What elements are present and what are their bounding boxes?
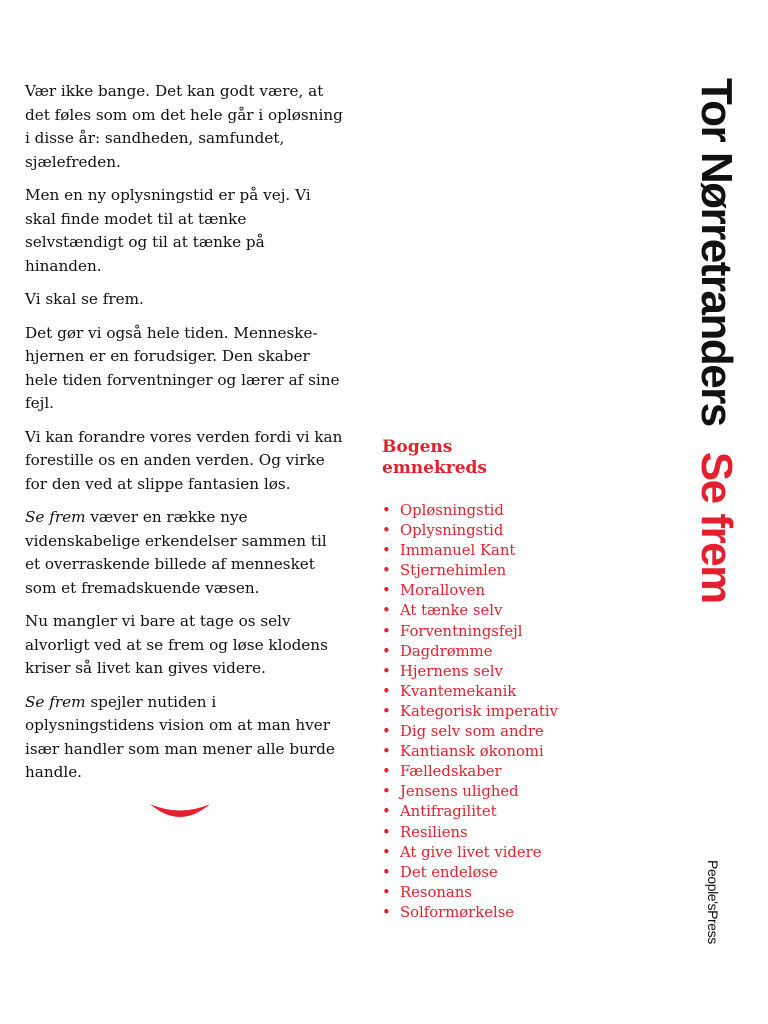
topics-section xyxy=(382,437,592,923)
topic-list-item xyxy=(382,762,592,782)
topic-label: Hjernens selv xyxy=(400,662,503,680)
topics-heading-line-2: emnekreds xyxy=(382,458,487,478)
topic-list-item xyxy=(382,823,592,843)
book-title: Se frem xyxy=(692,451,741,603)
bullet-icon: • xyxy=(382,582,391,600)
bullet-icon: • xyxy=(382,642,391,660)
topic-list-item xyxy=(382,521,592,541)
bullet-icon: • xyxy=(382,883,391,901)
blurb-paragraph-2: Men en ny oplysningstid er på vej. Vi skal finde modet til at tænke selvstændigt og til at tænke på hinanden. xyxy=(25,186,311,275)
bullet-icon: • xyxy=(382,682,391,700)
blurb-paragraph-3: Vi skal se frem. xyxy=(25,290,144,308)
bullet-icon: • xyxy=(382,843,391,861)
topic-label: Kvantemekanik xyxy=(400,682,517,700)
bullet-icon: • xyxy=(382,823,391,841)
topic-list-item xyxy=(382,541,592,561)
bullet-icon: • xyxy=(382,602,391,620)
topic-list-item xyxy=(382,561,592,581)
back-cover-blurb xyxy=(25,80,345,795)
topics-heading xyxy=(382,437,592,479)
bullet-icon: • xyxy=(382,562,391,580)
topic-label: Resiliens xyxy=(400,823,468,841)
topic-label: Immanuel Kant xyxy=(400,542,516,560)
topic-label: Stjernehimlen xyxy=(400,562,507,580)
bullet-icon: • xyxy=(382,662,391,680)
topic-label: Det endeløse xyxy=(400,863,498,881)
topics-heading-line-1: Bogens xyxy=(382,437,453,457)
topic-list-item xyxy=(382,782,592,802)
blurb-paragraph-8 xyxy=(25,691,345,785)
bullet-icon: • xyxy=(382,502,391,519)
topic-list-item xyxy=(382,682,592,702)
topic-label: Moralloven xyxy=(400,582,485,600)
topic-list-item xyxy=(382,622,592,642)
topic-label: Dagdrømme xyxy=(400,642,493,660)
publisher-logo: People'sPress xyxy=(705,860,721,944)
blurb-paragraph-1: Vær ikke bange. Det kan godt være, at det føles som om det hele går i opløsning i disse år: sandheden, samfundet, sjælefreden. xyxy=(25,82,343,171)
topic-list-item xyxy=(382,863,592,883)
topic-list-item xyxy=(382,903,592,923)
topic-list-item xyxy=(382,742,592,762)
topic-label: At tænke selv xyxy=(400,602,503,620)
bullet-icon: • xyxy=(382,542,391,560)
topics-list xyxy=(382,501,592,923)
bullet-icon: • xyxy=(382,863,391,881)
bullet-icon: • xyxy=(382,522,391,540)
topic-label: At give livet videre xyxy=(400,843,542,861)
topic-label: Oplysningstid xyxy=(400,522,504,540)
blurb-paragraph-8-text: spejler nutiden i oplysningstidens vision om at man hver især handler som man mener alle burde handle. xyxy=(25,692,335,781)
topic-label: Opløsningstid xyxy=(400,502,504,519)
topic-label: Resonans xyxy=(400,883,472,901)
topic-list-item xyxy=(382,702,592,722)
bullet-icon: • xyxy=(382,622,391,640)
smile-logo-icon xyxy=(148,800,212,826)
bullet-icon: • xyxy=(382,763,391,781)
topic-list-item xyxy=(382,642,592,662)
topic-list-item xyxy=(382,501,592,521)
blurb-paragraph-5: Vi kan forandre vores verden fordi vi kan forestille os en anden verden. Og virke for den ved at slippe fantasien løs. xyxy=(25,427,343,493)
topic-label: Forventningsfejl xyxy=(400,622,523,640)
topic-list-item xyxy=(382,581,592,601)
topic-label: Solformørkelse xyxy=(400,903,515,921)
book-title-italic: Se frem xyxy=(25,508,86,526)
topic-label: Kantiansk økonomi xyxy=(400,743,544,761)
blurb-paragraph-4: Det gør vi også hele tiden. Menneske-hjernen er en forudsiger. Den skaber hele tiden forventninger og lærer af sine fejl. xyxy=(25,323,340,412)
book-title-italic: Se frem xyxy=(25,692,86,711)
topic-label: Dig selv som andre xyxy=(400,723,544,741)
bullet-icon: • xyxy=(382,743,391,761)
topic-list-item xyxy=(382,662,592,682)
topic-label: Fælledskaber xyxy=(400,763,502,781)
blurb-paragraph-6-text: væver en række nye videnskabelige erkendelser sammen til et overraskende billede af mennesket som et fremadskuende væsen. xyxy=(25,508,327,597)
topic-label: Jensens ulighed xyxy=(400,783,519,801)
topic-list-item xyxy=(382,722,592,742)
spine-title xyxy=(692,78,741,603)
topic-label: Antifragilitet xyxy=(400,803,497,821)
blurb-paragraph-6 xyxy=(25,506,345,600)
bullet-icon: • xyxy=(382,903,391,921)
bullet-icon: • xyxy=(382,723,391,741)
topic-list-item xyxy=(382,883,592,903)
topic-list-item xyxy=(382,601,592,621)
author-name: Tor Nørretranders xyxy=(692,78,741,426)
topic-list-item xyxy=(382,843,592,863)
bullet-icon: • xyxy=(382,783,391,801)
topic-list-item xyxy=(382,802,592,822)
bullet-icon: • xyxy=(382,702,391,720)
topic-label: Kategorisk imperativ xyxy=(400,702,558,720)
bullet-icon: • xyxy=(382,803,391,821)
blurb-paragraph-7: Nu mangler vi bare at tage os selv alvorligt ved at se frem og løse klodens kriser så livet kan gives videre. xyxy=(25,612,328,677)
